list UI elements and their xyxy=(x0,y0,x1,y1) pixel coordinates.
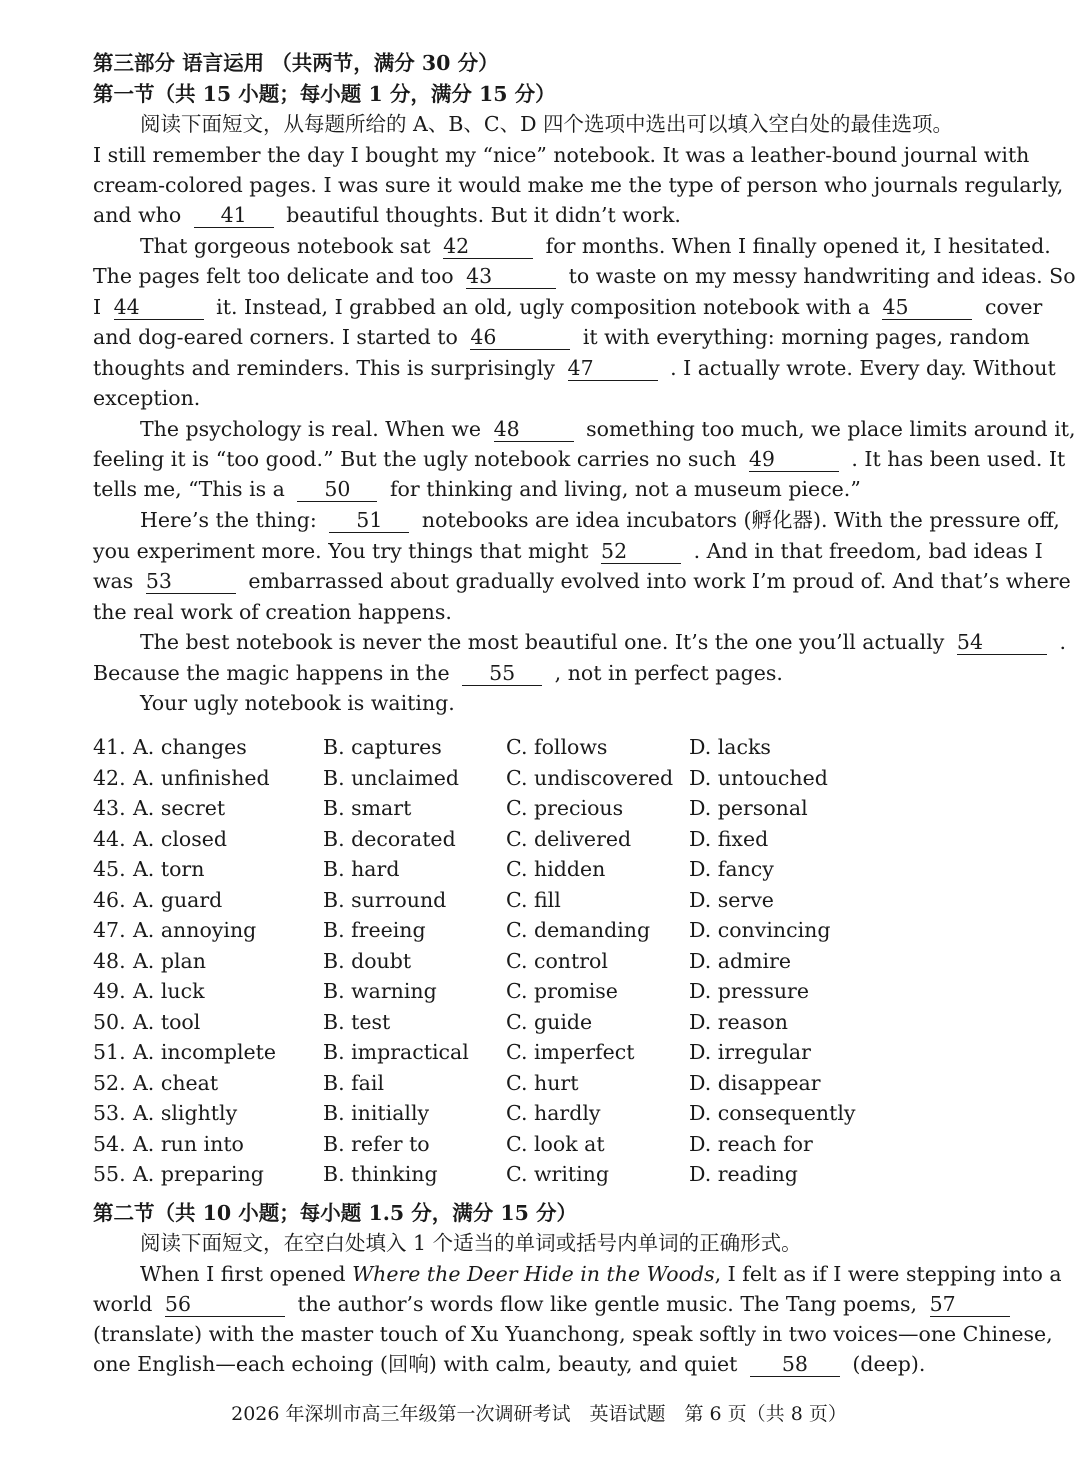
section1-instruction: 阅读下面短文，从每题所给的 A、B、C、D 四个选项中选出可以填入空白处的最佳选项。 xyxy=(140,112,954,136)
passage1-text: The pages felt too delicate and too xyxy=(93,264,454,288)
option-a: A. unfinished xyxy=(133,765,270,790)
book-title: Where the Deer Hide in the Woods xyxy=(352,1262,715,1286)
passage1-text: . xyxy=(1059,630,1066,654)
option-d: D. reason xyxy=(689,1009,788,1034)
passage1-text: for months. When I finally opened it, I hesitated. xyxy=(545,234,1051,258)
passage1-text: was xyxy=(93,569,134,593)
passage1-text: . It has been used. It xyxy=(851,447,1066,471)
option-b: B. doubt xyxy=(323,948,412,973)
passage1-line-14 xyxy=(93,536,1043,566)
question-number: 41. xyxy=(93,735,126,759)
blank-50: 50 xyxy=(297,477,377,502)
passage1-text: it with everything: morning pages, random xyxy=(582,325,1030,349)
option-d: D. irregular xyxy=(689,1040,811,1064)
question-row xyxy=(93,1068,985,1099)
option-c: C. guide xyxy=(506,1009,593,1034)
blank-49: 49 xyxy=(749,447,839,472)
passage1-text: notebooks are idea incubators (孵化器). With the pressure off, xyxy=(421,508,1060,532)
option-b: B. thinking xyxy=(323,1162,438,1186)
passage1-line-6 xyxy=(93,292,1043,322)
blank-51: 51 xyxy=(329,508,409,533)
passage2-line-2 xyxy=(93,1289,985,1319)
option-b: B. impractical xyxy=(323,1040,469,1064)
passage1-text: to waste on my messy handwriting and ideas. So xyxy=(568,264,1076,288)
option-b: B. smart xyxy=(323,796,412,820)
passage1-line-5 xyxy=(93,261,1076,291)
option-c: C. undiscovered xyxy=(506,765,674,790)
question-row xyxy=(93,1037,985,1068)
passage1-text: I still remember the day I bought my “nice” notebook. It was a leather-bound journal with xyxy=(93,143,1030,167)
option-d: D. disappear xyxy=(689,1070,821,1095)
question-number: 43. xyxy=(93,796,126,820)
option-c: C. control xyxy=(506,948,608,973)
option-a: A. cheat xyxy=(133,1070,219,1095)
passage1-text: . And in that freedom, bad ideas I xyxy=(693,539,1043,563)
option-d: D. untouched xyxy=(689,765,828,790)
blank-55: 55 xyxy=(462,661,542,686)
question-number: 45. xyxy=(93,857,126,881)
option-c: C. promise xyxy=(506,979,618,1003)
passage1-text: it. Instead, I grabbed an old, ugly composition notebook with a xyxy=(216,295,870,319)
passage2-line-4 xyxy=(93,1349,985,1379)
question-number: 50. xyxy=(93,1009,126,1034)
passage1-text: I xyxy=(93,295,102,319)
question-number: 47. xyxy=(93,918,126,942)
passage1-line-1 xyxy=(93,140,1030,170)
option-a: A. changes xyxy=(133,735,247,759)
question-row xyxy=(93,946,985,977)
option-c: C. precious xyxy=(506,796,624,820)
question-row xyxy=(93,824,985,855)
question-number: 44. xyxy=(93,826,126,851)
question-row xyxy=(93,1159,985,1190)
question-number: 42. xyxy=(93,765,126,790)
passage1-text: Your ugly notebook is waiting. xyxy=(140,691,455,715)
question-row xyxy=(93,854,985,885)
option-a: A. preparing xyxy=(133,1162,264,1186)
option-c: C. look at xyxy=(506,1131,605,1156)
option-a: A. run into xyxy=(133,1131,244,1156)
passage1-text: exception. xyxy=(93,386,201,410)
passage1-line-12 xyxy=(93,474,985,504)
option-b: B. freeing xyxy=(323,918,426,942)
passage1-line-10 xyxy=(93,414,1076,444)
option-d: D. pressure xyxy=(689,979,809,1003)
question-row xyxy=(93,885,985,916)
passage1-line-2 xyxy=(93,170,1064,200)
option-a: A. tool xyxy=(133,1009,201,1034)
passage1-line-15 xyxy=(93,566,1071,596)
blank-46: 46 xyxy=(470,325,570,350)
passage2-line-1 xyxy=(93,1259,1062,1289)
section2-instruction: 阅读下面短文，在空白处填入 1 个适当的单词或括号内单词的正确形式。 xyxy=(140,1231,802,1255)
option-b: B. initially xyxy=(323,1101,430,1125)
option-d: D. lacks xyxy=(689,735,771,759)
option-c: C. delivered xyxy=(506,826,632,851)
blank-42: 42 xyxy=(443,234,533,259)
passage1-text: feeling it is “too good.” But the ugly notebook carries no such xyxy=(93,447,737,471)
passage2-text: one English—each echoing (回响) with calm, beauty, and quiet xyxy=(93,1352,738,1376)
question-number: 46. xyxy=(93,887,126,912)
section2-title: 第二节（共 10 小题；每小题 1.5 分，满分 15 分） xyxy=(93,1201,578,1225)
option-d: D. fancy xyxy=(689,857,774,881)
blank-58: 58 xyxy=(750,1352,840,1377)
passage1-line-16 xyxy=(93,597,985,627)
passage1-text: and dog-eared corners. I started to xyxy=(93,325,458,349)
question-row xyxy=(93,763,985,794)
option-a: A. secret xyxy=(133,796,226,820)
passage2-text: (deep). xyxy=(852,1352,926,1376)
option-b: B. surround xyxy=(323,887,447,912)
option-c: C. follows xyxy=(506,735,608,759)
option-a: A. torn xyxy=(133,857,205,881)
question-number: 51. xyxy=(93,1040,126,1064)
passage1-line-7 xyxy=(93,322,1030,352)
question-row xyxy=(93,1129,985,1160)
passage1-text: tells me, “This is a xyxy=(93,477,285,501)
option-c: C. imperfect xyxy=(506,1040,635,1064)
passage1-line-17 xyxy=(93,627,1066,657)
question-number: 55. xyxy=(93,1162,126,1186)
passage1-text: That gorgeous notebook sat xyxy=(140,234,431,258)
passage1-text: , not in perfect pages. xyxy=(554,661,783,685)
passage1-text: the real work of creation happens. xyxy=(93,600,452,624)
blank-45: 45 xyxy=(882,295,972,320)
passage1-line-19 xyxy=(93,688,985,718)
passage2-line-3: (translate) with the master touch of Xu Yuanchong, speak softly in two voices—one Chinese, xyxy=(93,1322,1053,1346)
passage2-text: the author’s words flow like gentle music. The Tang poems, xyxy=(297,1292,918,1316)
question-row xyxy=(93,793,985,824)
question-number: 52. xyxy=(93,1070,126,1095)
question-row xyxy=(93,915,985,946)
option-b: B. hard xyxy=(323,857,400,881)
option-b: B. captures xyxy=(323,735,442,759)
passage1-line-13 xyxy=(93,505,1060,535)
question-row xyxy=(93,1098,985,1129)
blank-44: 44 xyxy=(114,295,204,320)
question-number: 48. xyxy=(93,948,126,973)
passage1-text: Here’s the thing: xyxy=(140,508,317,532)
passage1-line-8 xyxy=(93,353,1056,383)
option-a: A. closed xyxy=(133,826,227,851)
option-b: B. refer to xyxy=(323,1131,430,1156)
passage1-line-18 xyxy=(93,658,985,688)
option-d: D. convincing xyxy=(689,918,831,942)
question-row xyxy=(93,732,985,763)
option-a: A. luck xyxy=(133,979,205,1003)
section1-title: 第一节（共 15 小题；每小题 1 分，满分 15 分） xyxy=(93,82,556,106)
blank-41: 41 xyxy=(194,203,274,228)
option-a: A. annoying xyxy=(133,918,257,942)
blank-56: 56 xyxy=(165,1292,285,1317)
option-d: D. serve xyxy=(689,887,774,912)
passage1-text: beautiful thoughts. But it didn’t work. xyxy=(286,203,681,227)
option-b: B. warning xyxy=(323,979,437,1003)
part3-title: 第三部分 语言运用 （共两节，满分 30 分） xyxy=(93,51,499,75)
passage1-text: embarrassed about gradually evolved into work I’m proud of. And that’s where xyxy=(248,569,1071,593)
passage2-text: When I first opened xyxy=(140,1262,353,1286)
passage1-text: Because the magic happens in the xyxy=(93,661,450,685)
passage1-text: cream-colored pages. I was sure it would make me the type of person who journals regularly, xyxy=(93,173,1064,197)
passage1-line-3 xyxy=(93,200,985,230)
passage1-text: The best notebook is never the most beautiful one. It’s the one you’ll actually xyxy=(140,630,945,654)
option-a: A. slightly xyxy=(133,1101,238,1125)
question-row xyxy=(93,976,985,1007)
option-c: C. demanding xyxy=(506,918,651,942)
blank-47: 47 xyxy=(568,356,658,381)
passage1-text: and who xyxy=(93,203,182,227)
option-b: B. decorated xyxy=(323,826,456,851)
passage1-line-11 xyxy=(93,444,1066,474)
passage2-text: world xyxy=(93,1292,153,1316)
option-d: D. personal xyxy=(689,796,808,820)
passage2-text: , I felt as if I were stepping into a xyxy=(714,1262,1062,1286)
option-c: C. hidden xyxy=(506,857,606,881)
option-b: B. unclaimed xyxy=(323,765,460,790)
passage1-line-4 xyxy=(93,231,1051,261)
option-c: C. writing xyxy=(506,1162,610,1186)
passage1-text: something too much, we place limits around it, xyxy=(586,417,1076,441)
option-d: D. fixed xyxy=(689,826,769,851)
option-d: D. admire xyxy=(689,948,792,973)
option-d: D. consequently xyxy=(689,1101,856,1125)
option-c: C. hardly xyxy=(506,1101,601,1125)
option-c: C. hurt xyxy=(506,1070,579,1095)
blank-53: 53 xyxy=(146,569,236,594)
options-table xyxy=(93,732,985,1190)
blank-48: 48 xyxy=(494,417,574,442)
passage1-text: you experiment more. You try things that might xyxy=(93,539,589,563)
passage1-text: The psychology is real. When we xyxy=(140,417,482,441)
question-row xyxy=(93,1007,985,1038)
option-b: B. test xyxy=(323,1009,391,1034)
passage1-text: . I actually wrote. Every day. Without xyxy=(670,356,1056,380)
option-d: D. reading xyxy=(689,1162,798,1186)
option-b: B. fail xyxy=(323,1070,385,1095)
option-a: A. incomplete xyxy=(133,1040,277,1064)
question-number: 49. xyxy=(93,979,126,1003)
passage1-text: for thinking and living, not a museum piece.” xyxy=(389,477,861,501)
page-footer: 2026 年深圳市高三年级第一次调研考试 英语试题 第 6 页（共 8 页） xyxy=(231,1403,847,1425)
blank-57: 57 xyxy=(930,1292,1010,1317)
blank-52: 52 xyxy=(601,539,681,564)
passage1-text: cover xyxy=(984,295,1043,319)
option-a: A. plan xyxy=(133,948,206,973)
question-number: 54. xyxy=(93,1131,126,1156)
passage1-text: thoughts and reminders. This is surprisingly xyxy=(93,356,555,380)
option-d: D. reach for xyxy=(689,1131,813,1156)
question-number: 53. xyxy=(93,1101,126,1125)
passage1-line-9 xyxy=(93,383,985,413)
option-a: A. guard xyxy=(133,887,223,912)
blank-43: 43 xyxy=(466,264,556,289)
blank-54: 54 xyxy=(957,630,1047,655)
option-c: C. fill xyxy=(506,887,561,912)
